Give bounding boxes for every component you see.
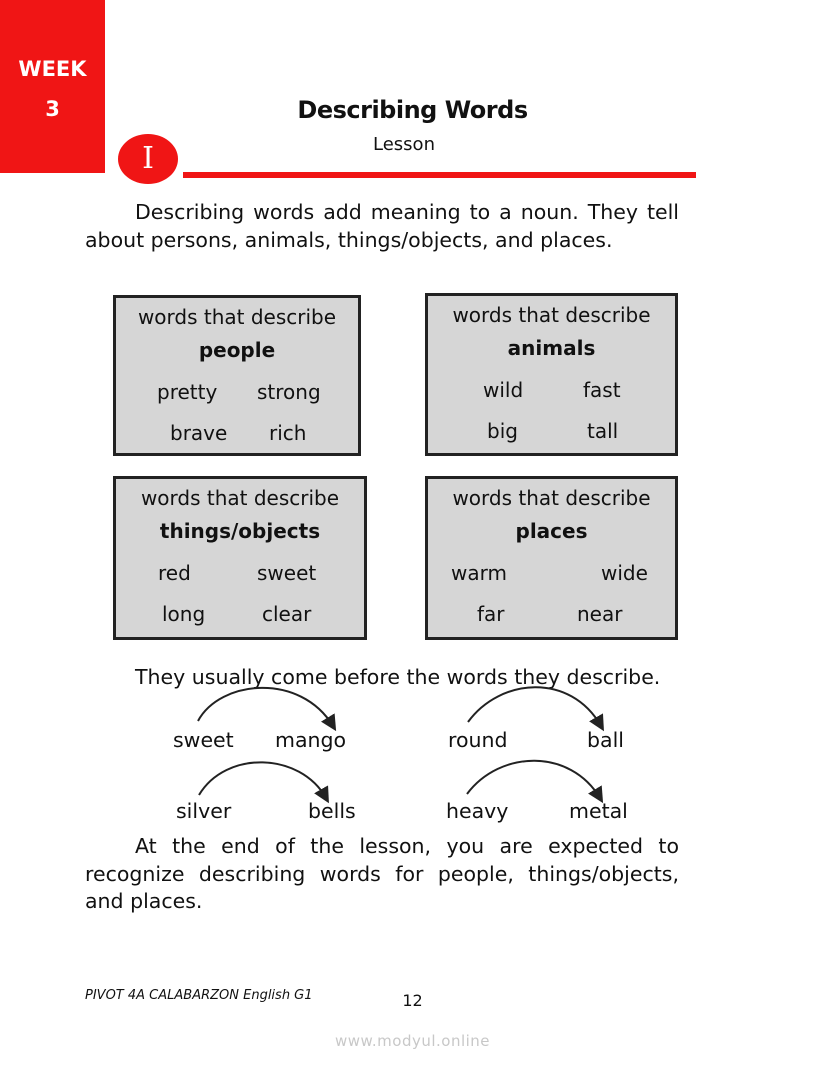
arrow-heavy-metal bbox=[467, 761, 600, 798]
box-word: rich bbox=[269, 421, 307, 445]
page-subtitle: Lesson bbox=[373, 134, 435, 155]
box-heading: words that describe bbox=[140, 486, 340, 510]
footer-source: PIVOT 4A CALABARZON English G1 bbox=[85, 988, 313, 1003]
box-word: far bbox=[477, 602, 505, 626]
box-word: clear bbox=[262, 602, 312, 626]
box-word: strong bbox=[257, 380, 321, 404]
box-word: near bbox=[577, 602, 623, 626]
box-heading: words that describe bbox=[452, 486, 651, 510]
before-paragraph: They usually come before the words they describe. bbox=[135, 665, 661, 689]
box-category: animals bbox=[507, 336, 596, 360]
box-word: tall bbox=[587, 419, 619, 443]
box-word: fast bbox=[583, 378, 621, 402]
arrow-sweet-mango bbox=[198, 688, 333, 726]
box-word: wide bbox=[601, 561, 648, 585]
box-category: people bbox=[198, 338, 276, 362]
box-word: warm bbox=[451, 561, 507, 585]
box-category: things/objects bbox=[159, 519, 321, 543]
box-category: places bbox=[515, 519, 588, 543]
week-label: WEEK bbox=[18, 57, 87, 81]
box-word: sweet bbox=[257, 561, 317, 585]
example-adjective: heavy bbox=[446, 799, 509, 823]
example-adjective: round bbox=[448, 728, 508, 752]
example-noun: ball bbox=[587, 728, 624, 752]
week-number: 3 bbox=[45, 97, 60, 121]
box-heading: words that describe bbox=[137, 305, 337, 329]
arrow-silver-bells bbox=[199, 762, 326, 798]
box-word: red bbox=[158, 561, 191, 585]
box-heading: words that describe bbox=[452, 303, 651, 327]
example-adjective: silver bbox=[176, 799, 232, 823]
box-word: long bbox=[162, 602, 206, 626]
example-noun: metal bbox=[569, 799, 628, 823]
watermark: www.modyul.online bbox=[334, 1032, 491, 1050]
example-adjective: sweet bbox=[173, 728, 234, 752]
box-word: pretty bbox=[157, 380, 218, 404]
page-number: 12 bbox=[402, 991, 423, 1010]
intro-paragraph: Describing words add meaning to a noun. They tell about persons, animals, things/objects, and places. bbox=[85, 200, 679, 252]
box-word: big bbox=[487, 419, 518, 443]
arrow-round-ball bbox=[468, 687, 601, 726]
example-noun: mango bbox=[275, 728, 347, 752]
objective-paragraph: At the end of the lesson, you are expected to recognize describing words for people, things/objects, and places. bbox=[85, 834, 679, 913]
section-numeral-badge: I bbox=[118, 134, 178, 184]
page-title: Describing Words bbox=[297, 96, 528, 124]
box-word: brave bbox=[170, 421, 228, 445]
example-noun: bells bbox=[308, 799, 356, 823]
box-word: wild bbox=[483, 378, 524, 402]
